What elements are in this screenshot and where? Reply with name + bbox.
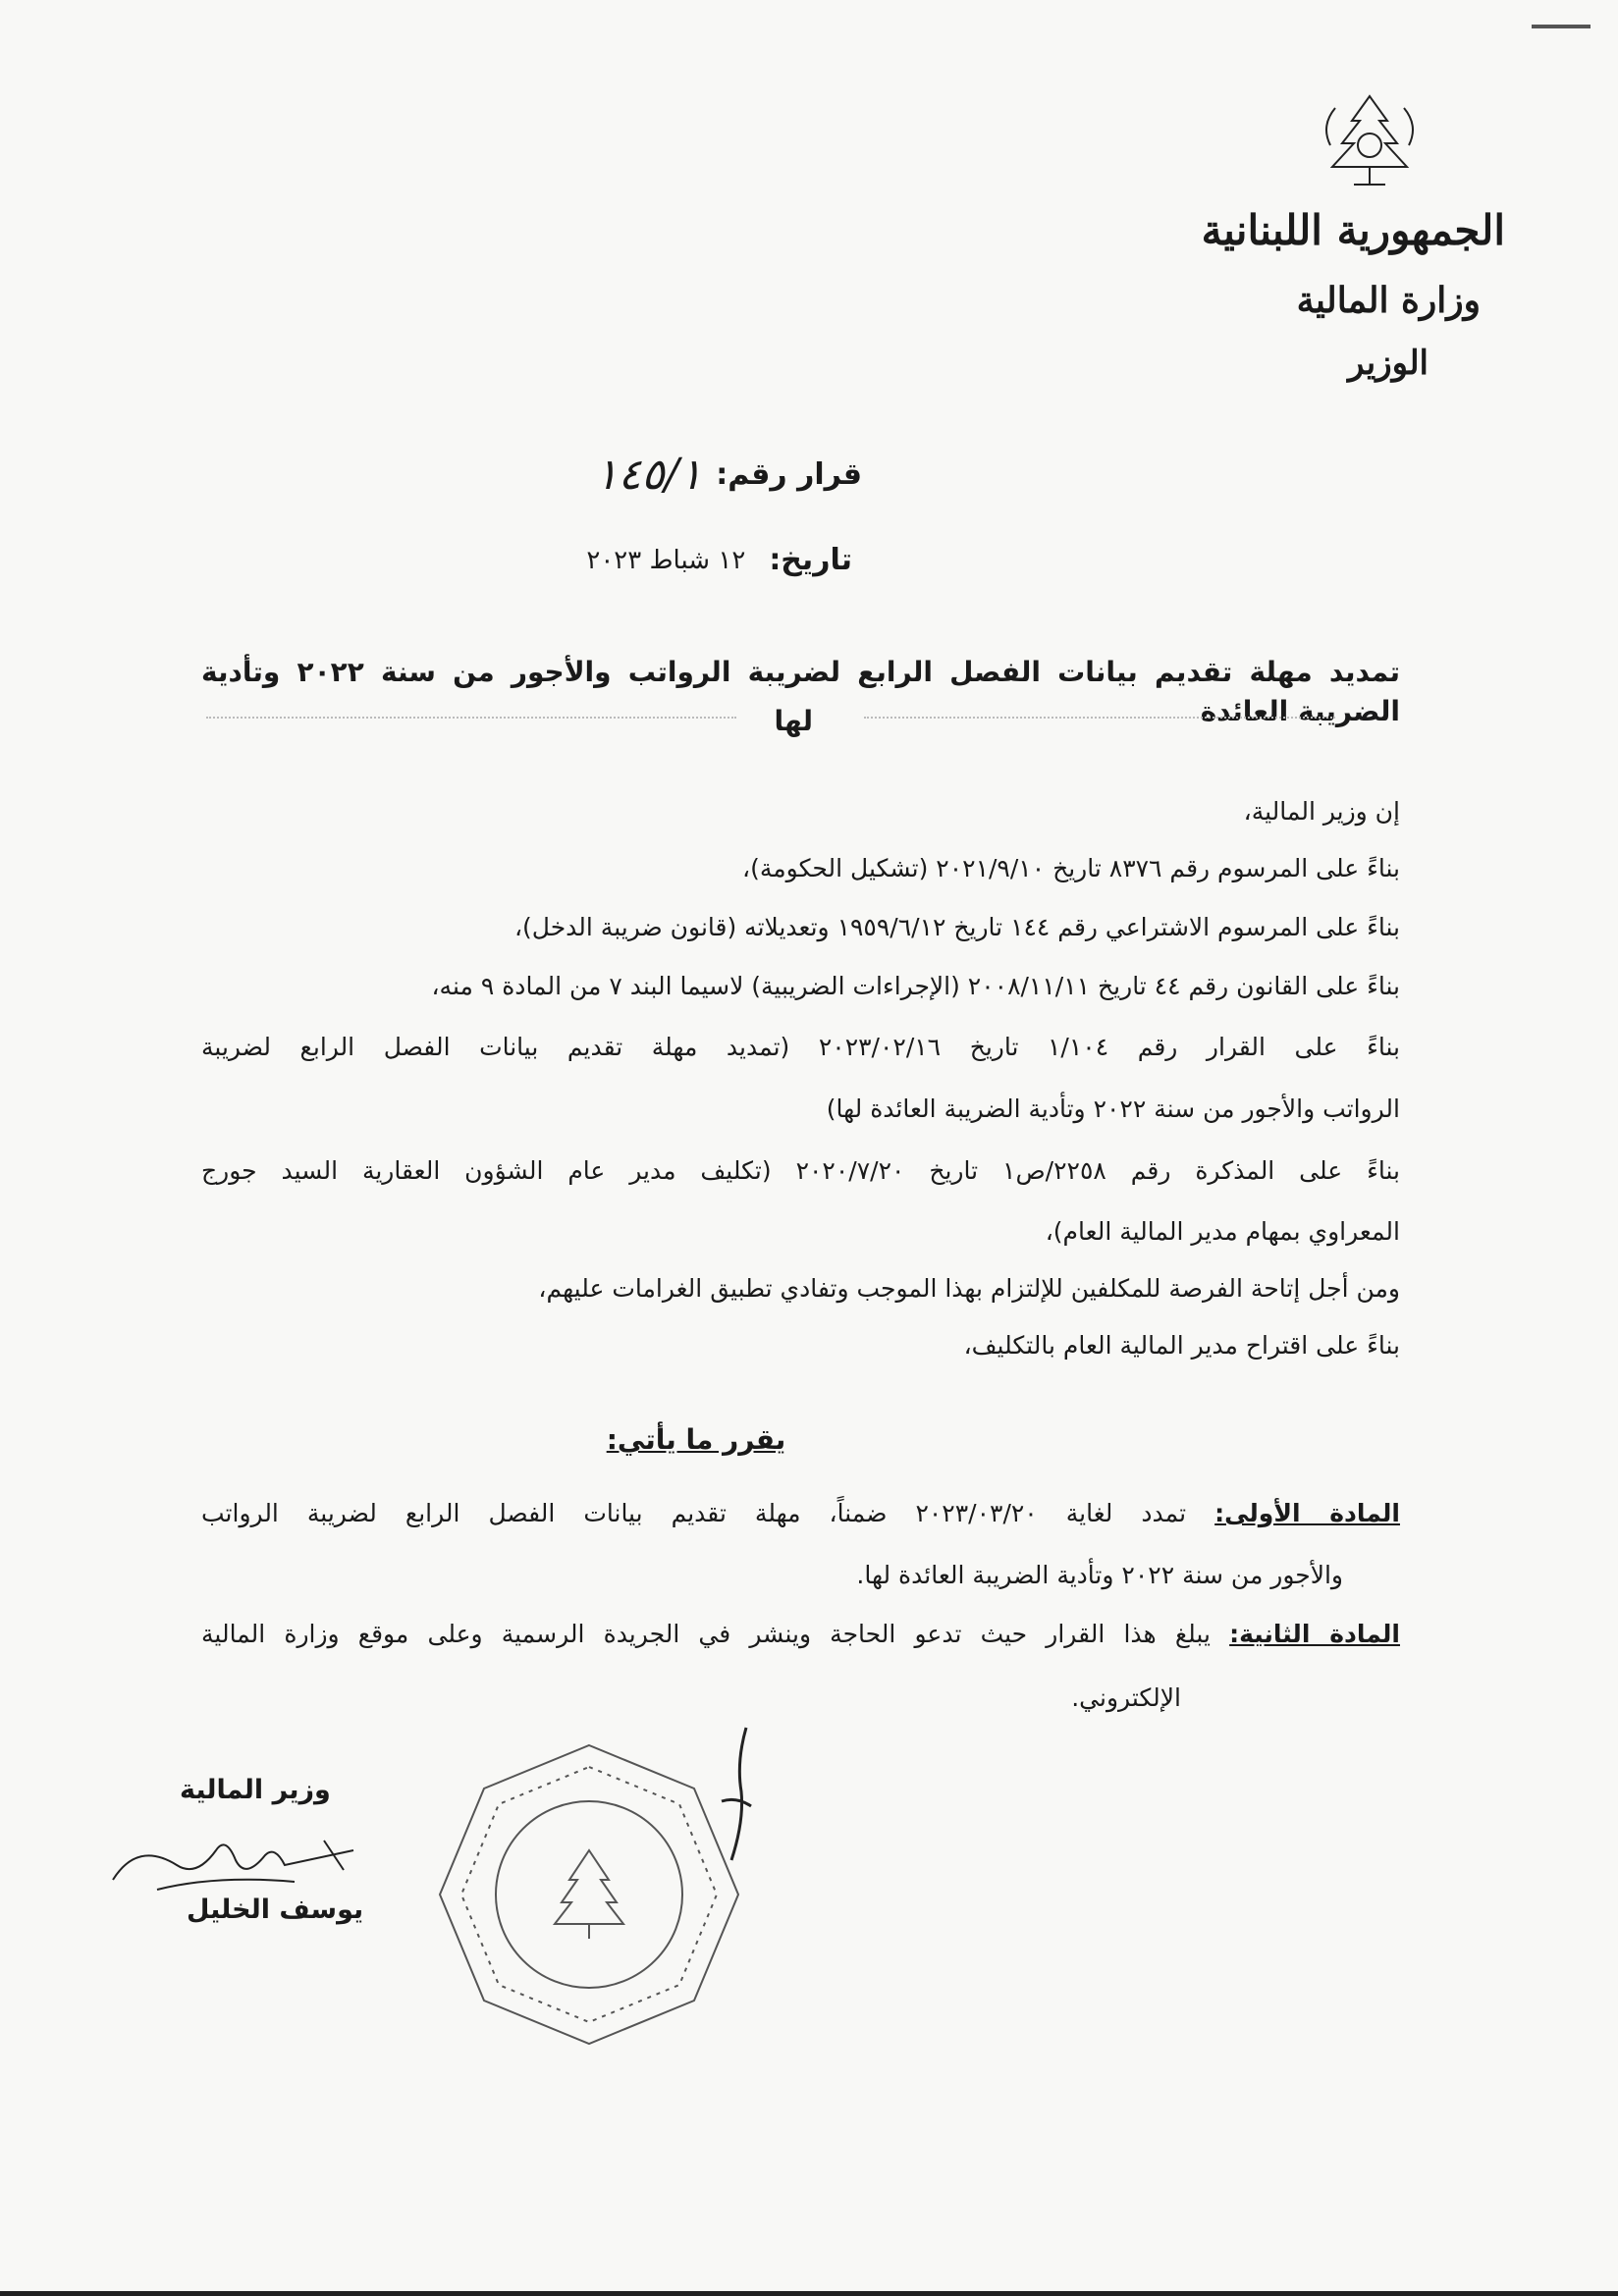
decision-number-row: [595, 450, 862, 500]
article-2-continuation: الإلكتروني.: [1071, 1683, 1181, 1712]
preamble-line: ومن أجل إتاحة الفرصة للمكلفين للإلتزام بهذا الموجب وتفادي تطبيق الغرامات عليهم،: [538, 1274, 1400, 1303]
decides-text: يقرر ما يأتي:: [606, 1423, 786, 1456]
scan-mark: [1532, 25, 1591, 28]
article-1: [201, 1499, 1400, 1527]
article-2: [201, 1620, 1400, 1648]
document-title: تمديد مهلة تقديم بيانات الفصل الرابع لضريبة الرواتب والأجور من سنة ٢٠٢٢ وتأدية الضريبة العائدة: [201, 656, 1401, 727]
preamble-line: المعراوي بمهام مدير المالية العام)،: [1045, 1217, 1400, 1246]
ministry-heading: وزارة المالية: [1296, 280, 1481, 321]
dotted-divider: [864, 717, 1335, 719]
article-2-text: يبلغ هذا القرار حيث تدعو الحاجة وينشر في الجريدة الرسمية وعلى موقع وزارة المالية: [201, 1620, 1211, 1648]
preamble-line: بناءً على المرسوم رقم ٨٣٧٦ تاريخ ٢٠٢١/٩/١٠ (تشكيل الحكومة)،: [742, 854, 1400, 882]
preamble-line: بناءً على المذكرة رقم ٢٢٥٨/ص١ تاريخ ٢٠٢٠/٧/٢٠ (تكليف مدير عام الشؤون العقارية السيد جورج: [201, 1156, 1400, 1185]
decision-number-label: قرار رقم:: [716, 457, 862, 492]
decision-number-value: ١٤٥/١: [594, 450, 703, 500]
preamble-line: بناءً على اقتراح مدير المالية العام بالتكليف،: [963, 1331, 1400, 1360]
preamble-line: بناءً على القرار رقم ١/١٠٤ تاريخ ٢٠٢٣/٠٢/١٦ (تمديد مهلة تقديم بيانات الفصل الرابع لضريبة: [201, 1033, 1400, 1061]
official-seal-stamp: [432, 1737, 746, 2052]
preamble-line: الرواتب والأجور من سنة ٢٠٢٢ وتأدية الضريبة العائدة لها): [826, 1095, 1400, 1123]
signatory-title: وزير المالية: [180, 1775, 331, 1805]
dotted-divider: [206, 717, 736, 719]
decides-heading: [0, 1423, 1392, 1456]
preamble-line: بناءً على المرسوم الاشتراعي رقم ١٤٤ تاريخ ١٩٥٩/٦/١٢ وتعديلاته (قانون ضريبة الدخل)،: [513, 913, 1400, 941]
minister-heading: الوزير: [1347, 344, 1429, 383]
article-1-continuation: والأجور من سنة ٢٠٢٢ وتأدية الضريبة العائدة لها.: [856, 1561, 1343, 1589]
document-title-continuation: لها: [774, 705, 813, 737]
signatory-name: يوسف الخليل: [187, 1895, 364, 1925]
decision-date-value: ١٢ شباط ٢٠٢٣: [586, 545, 746, 575]
decision-date-label: تاريخ:: [769, 543, 852, 577]
cedar-emblem-icon: [1311, 86, 1429, 204]
article-1-text: تمدد لغاية ٢٠٢٣/٠٣/٢٠ ضمناً، مهلة تقديم بيانات الفصل الرابع لضريبة الرواتب: [201, 1499, 1187, 1527]
handwritten-initial: [707, 1723, 766, 1870]
preamble-line: بناءً على القانون رقم ٤٤ تاريخ ٢٠٠٨/١١/١١ (الإجراءات الضريبية) لاسيما البند ٧ من المادة ٩ منه،: [431, 972, 1400, 1000]
article-1-label: المادة الأولى:: [1214, 1499, 1400, 1527]
article-2-label: المادة الثانية:: [1229, 1620, 1400, 1648]
decision-date-row: [586, 543, 852, 577]
scan-edge: [0, 2291, 1618, 2296]
preamble-line: إن وزير المالية،: [1243, 797, 1400, 826]
republic-heading: الجمهورية اللبنانية: [1201, 206, 1505, 254]
